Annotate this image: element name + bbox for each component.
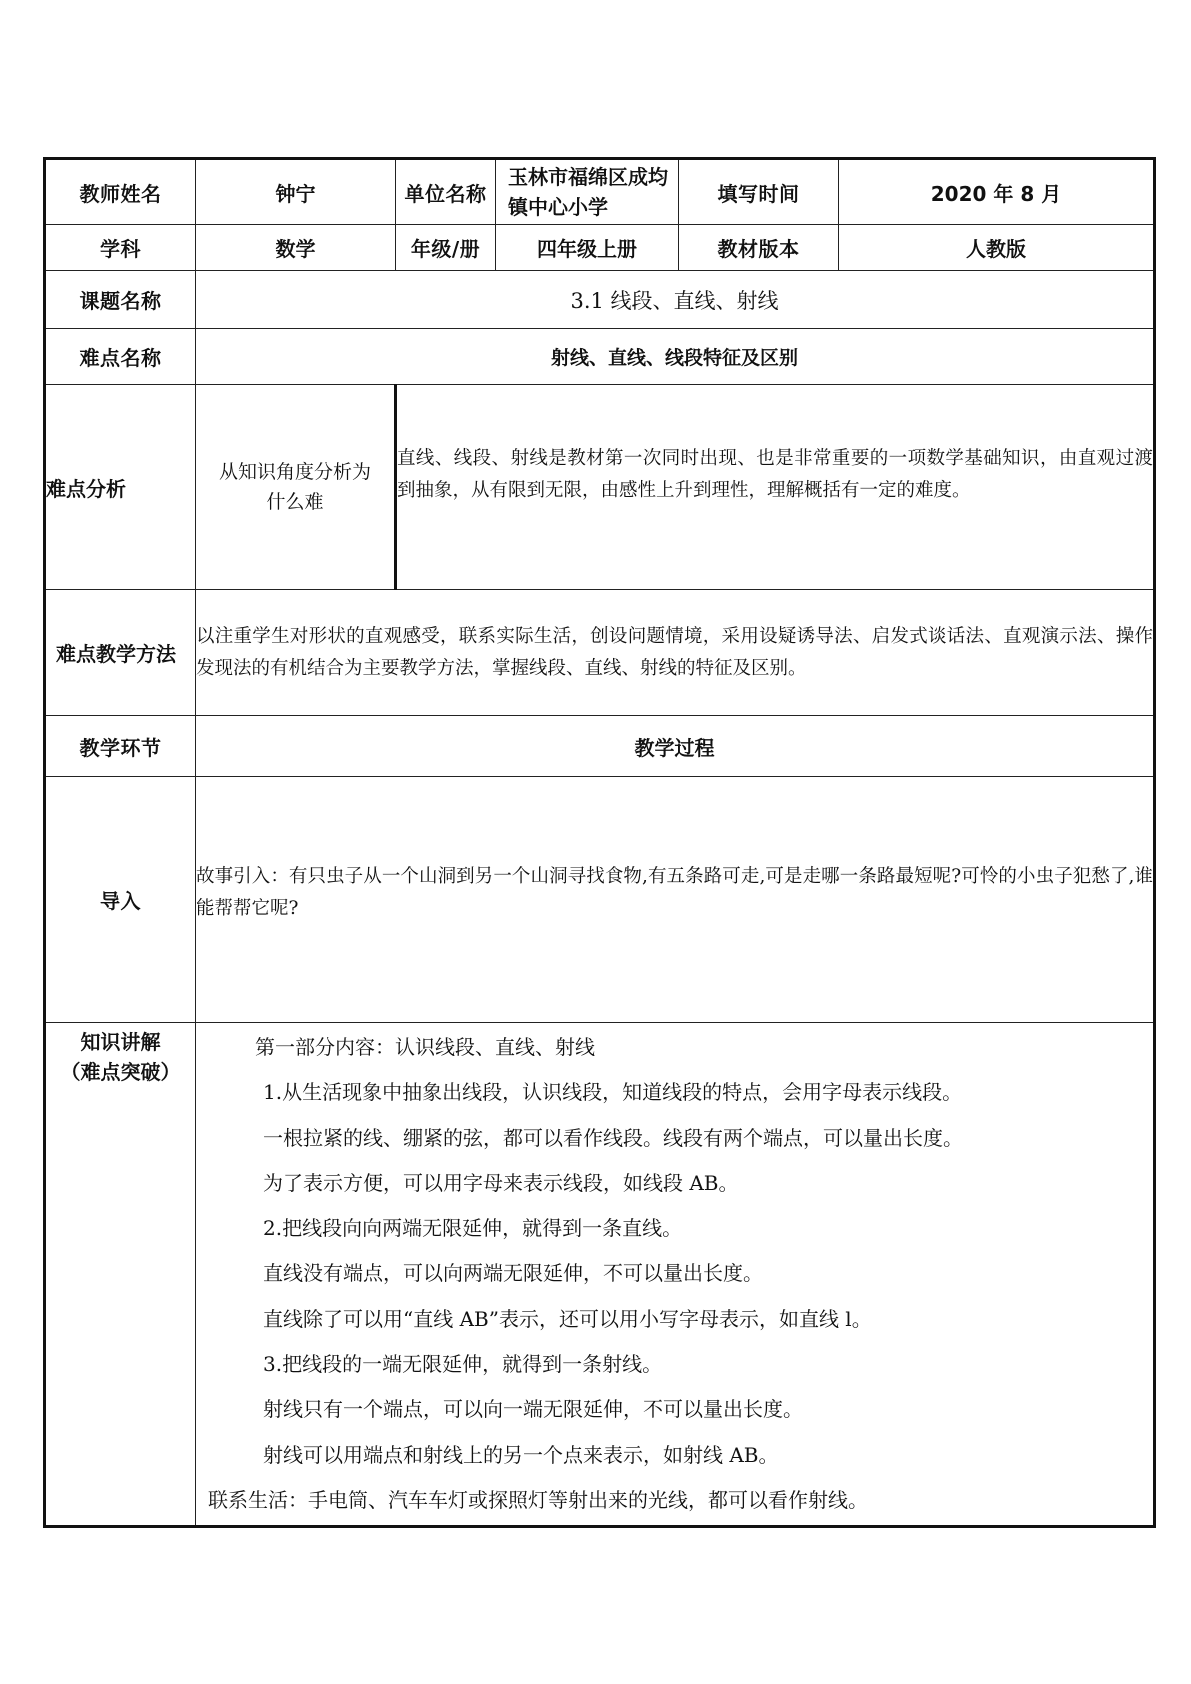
teacher-label: 教师姓名: [45, 159, 196, 225]
knowledge-line: 第一部分内容：认识线段、直线、射线: [255, 1035, 595, 1059]
process-header-row: [45, 716, 1155, 777]
knowledge-label-line2: （难点突破）: [60, 1060, 181, 1084]
header-row-2: [45, 225, 1155, 271]
intro-label: 导入: [45, 777, 196, 1023]
edition-value: 人教版: [839, 225, 1155, 271]
process-label: 教学环节: [45, 716, 196, 777]
knowledge-line: 直线没有端点，可以向两端无限延伸，不可以量出长度。: [263, 1261, 763, 1286]
unit-value-line2: 镇中心小学: [508, 195, 608, 219]
analysis-text: 直线、线段、射线是教材第一次同时出现、也是非常重要的一项数学基础知识，由直观过渡到抽象，从有限到无限，由感性上升到理性，理解概括有一定的难度。: [396, 385, 1155, 590]
edition-label: 教材版本: [679, 225, 839, 271]
lesson-plan-table: [43, 157, 1156, 1528]
unit-label: 单位名称: [396, 159, 496, 225]
knowledge-line: 2.把线段向向两端无限延伸，就得到一条直线。: [263, 1216, 683, 1241]
date-label: 填写时间: [679, 159, 839, 225]
knowledge-line: 射线可以用端点和射线上的另一个点来表示，如射线 AB。: [263, 1442, 779, 1467]
analysis-sub-label: [196, 385, 396, 590]
knowledge-line: 射线只有一个端点，可以向一端无限延伸，不可以量出长度。: [263, 1397, 803, 1422]
difficulty-value: 射线、直线、线段特征及区别: [196, 329, 1155, 385]
analysis-sub-label-line2: 什么难: [266, 491, 324, 513]
topic-value: 3.1 线段、直线、射线: [196, 271, 1155, 329]
intro-row: [45, 777, 1155, 1023]
knowledge-line: 3.把线段的一端无限延伸，就得到一条射线。: [263, 1352, 663, 1377]
lesson-plan-sheet: [43, 157, 1153, 1528]
method-row: [45, 590, 1155, 716]
unit-value-line1: 玉林市福绵区成均: [508, 165, 668, 189]
subject-label: 学科: [45, 225, 196, 271]
knowledge-line: 联系生活：手电筒、汽车车灯或探照灯等射出来的光线，都可以看作射线。: [208, 1487, 868, 1512]
grade-value: 四年级上册: [496, 225, 679, 271]
knowledge-label: [45, 1023, 196, 1527]
analysis-label: 难点分析: [45, 385, 196, 590]
knowledge-label-line1: 知识讲解: [80, 1030, 161, 1054]
grade-label: 年级/册: [396, 225, 496, 271]
analysis-row: [45, 385, 1155, 590]
header-row-1: [45, 159, 1155, 225]
process-value: 教学过程: [196, 716, 1155, 777]
knowledge-content: [196, 1023, 1155, 1527]
topic-row: [45, 271, 1155, 329]
topic-label: 课题名称: [45, 271, 196, 329]
difficulty-row: [45, 329, 1155, 385]
analysis-sub-label-line1: 从知识角度分析为: [218, 461, 371, 483]
subject-value: 数学: [196, 225, 396, 271]
unit-value: [496, 159, 679, 225]
knowledge-line: 为了表示方便，可以用字母来表示线段，如线段 AB。: [263, 1170, 739, 1195]
knowledge-row: [45, 1023, 1155, 1527]
teacher-value: 钟宁: [196, 159, 396, 225]
knowledge-line: 一根拉紧的线、绷紧的弦，都可以看作线段。线段有两个端点，可以量出长度。: [263, 1125, 963, 1150]
date-value: 2020 年 8 月: [839, 159, 1155, 225]
knowledge-line: 直线除了可以用“直线 AB”表示，还可以用小写字母表示，如直线 l。: [263, 1306, 872, 1331]
difficulty-label: 难点名称: [45, 329, 196, 385]
knowledge-line: 1.从生活现象中抽象出线段，认识线段，知道线段的特点，会用字母表示线段。: [263, 1080, 963, 1105]
method-label: 难点教学方法: [45, 590, 196, 716]
method-text: 以注重学生对形状的直观感受，联系实际生活，创设问题情境，采用设疑诱导法、启发式谈话法、直观演示法、操作发现法的有机结合为主要教学方法，掌握线段、直线、射线的特征及区别。: [196, 590, 1155, 716]
intro-text: 故事引入：有只虫子从一个山洞到另一个山洞寻找食物,有五条路可走,可是走哪一条路最短呢?可怜的小虫子犯愁了,谁能帮帮它呢?: [196, 777, 1155, 1023]
